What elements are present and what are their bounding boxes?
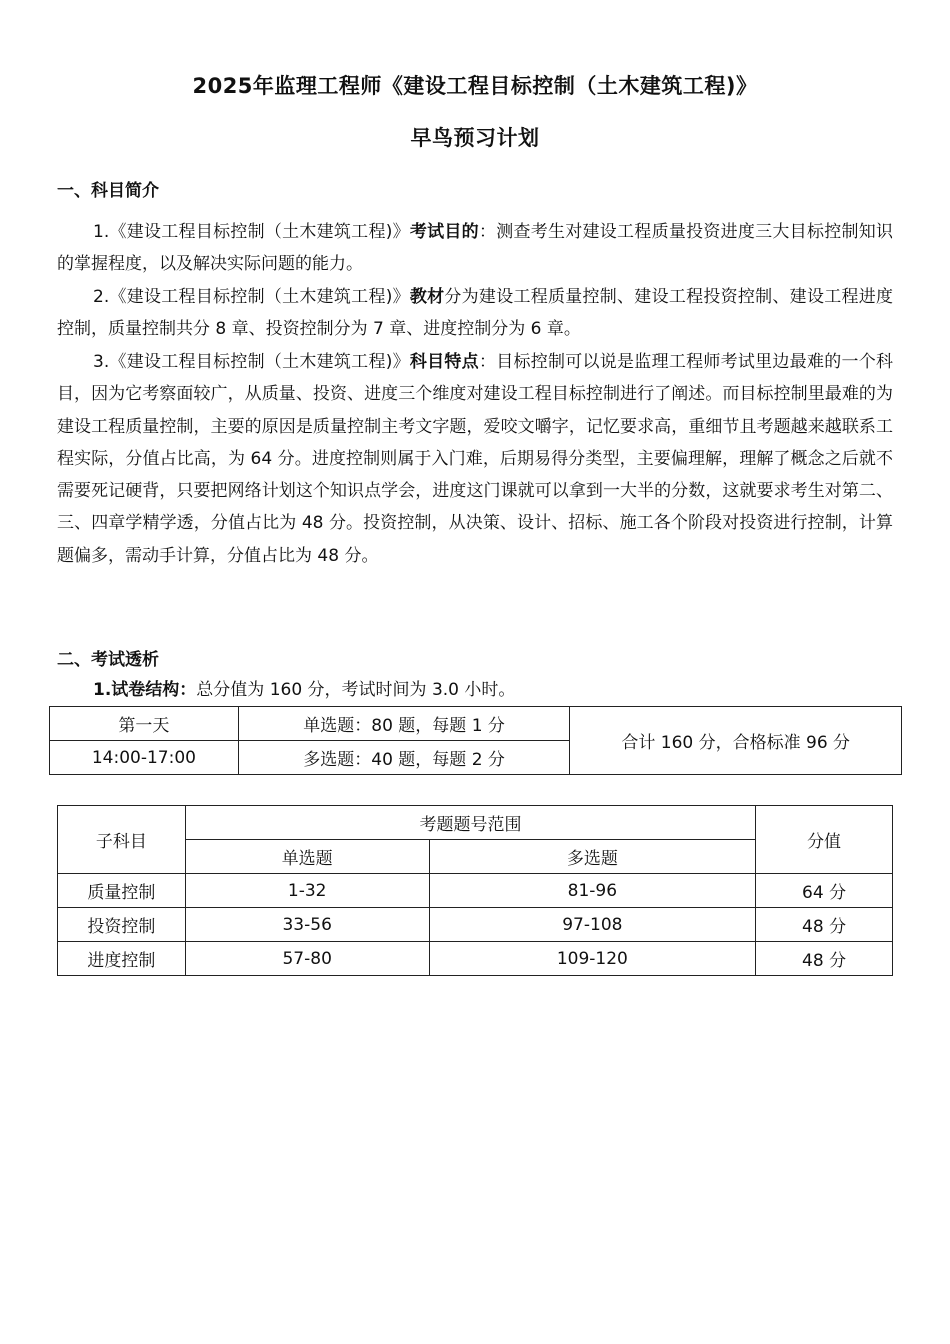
score-cell: 48 分 [756, 942, 893, 976]
header-multi: 多选题 [429, 840, 756, 874]
book-title: 《建设工程目标控制（土木建筑工程)》 [109, 222, 410, 242]
table-row [58, 874, 893, 908]
multi-choice-cell: 多选题：40 题，每题 2 分 [238, 741, 570, 775]
section-heading-exam-analysis: 二、考试透析 [57, 650, 159, 670]
para-keyword: 科目特点 [409, 352, 479, 372]
subject-cell: 进度控制 [58, 942, 186, 976]
subject-cell: 投资控制 [58, 908, 186, 942]
exam-structure-line [93, 678, 515, 702]
multi-range-cell: 81-96 [429, 874, 756, 908]
header-score: 分值 [756, 806, 893, 874]
table-header-row [58, 806, 893, 840]
exam-day-cell: 第一天 [50, 707, 239, 741]
header-range: 考题题号范围 [185, 806, 755, 840]
section-heading-intro: 一、科目简介 [57, 181, 159, 201]
paragraph-exam-purpose [57, 216, 893, 281]
score-cell: 64 分 [756, 874, 893, 908]
score-distribution-table [57, 805, 893, 976]
single-choice-cell: 单选题：80 题，每题 1 分 [238, 707, 570, 741]
single-range-cell: 33-56 [185, 908, 429, 942]
score-cell: 48 分 [756, 908, 893, 942]
para-number: 3. [93, 352, 110, 372]
table-row [50, 707, 902, 741]
para-number: 1. [93, 222, 110, 242]
structure-text: 总分值为 160 分，考试时间为 3.0 小时。 [196, 680, 516, 700]
document-title: 2025年监理工程师《建设工程目标控制（土木建筑工程)》 [192, 74, 758, 98]
exam-schedule-table [49, 706, 902, 775]
header-subject: 子科目 [58, 806, 186, 874]
para-number: 2. [93, 287, 110, 307]
book-title: 《建设工程目标控制（土木建筑工程)》 [109, 287, 410, 307]
para-keyword: 考试目的 [409, 222, 479, 242]
paragraph-textbook [57, 281, 893, 346]
para-text: ：测查考生对建设工程质量投资进度三大目标控制知识的掌握程度，以及解决实际问题的能力。 [57, 222, 893, 275]
total-score-cell: 合计 160 分，合格标准 96 分 [570, 707, 902, 775]
header-single: 单选题 [185, 840, 429, 874]
para-text: 分为建设工程质量控制、建设工程投资控制、建设工程进度控制，质量控制共分 8 章、投资控制分为 7 章、进度控制分为 6 章。 [57, 287, 893, 340]
single-range-cell: 1-32 [185, 874, 429, 908]
exam-time-cell: 14:00-17:00 [50, 741, 239, 775]
structure-label: 1.试卷结构： [93, 680, 197, 700]
subject-cell: 质量控制 [58, 874, 186, 908]
table-row [58, 908, 893, 942]
single-range-cell: 57-80 [185, 942, 429, 976]
para-keyword: 教材 [409, 287, 445, 307]
para-text: ：目标控制可以说是监理工程师考试里边最难的一个科目，因为它考察面较广，从质量、投资、进度三个维度对建设工程目标控制进行了阐述。而目标控制里最难的为建设工程质量控制，主要的原因是质量控制主考文字题，爱咬文嚼字，记忆要求高，重细节且考题越来越联系工程实际，分值占比高，为 64 分。进度控制则属于入门难，后期易得分类型，主要偏理解，理解了概念之后就不需要死记硬背，只要把网络计划这个知识点学会，进度这门课就可以拿到一大半的分数，这就要求考生对第二、三、四章学精学透，分值占比为 48 分。投资控制，从决策、设计、招标、施工各个阶段对投资进行控制，计算题偏多，需动手计算，分值占比为 48 分。 [57, 352, 893, 566]
paragraph-subject-features [57, 346, 893, 572]
table-row [58, 942, 893, 976]
multi-range-cell: 109-120 [429, 942, 756, 976]
book-title: 《建设工程目标控制（土木建筑工程)》 [109, 352, 410, 372]
document-subtitle: 早鸟预习计划 [410, 126, 540, 150]
multi-range-cell: 97-108 [429, 908, 756, 942]
